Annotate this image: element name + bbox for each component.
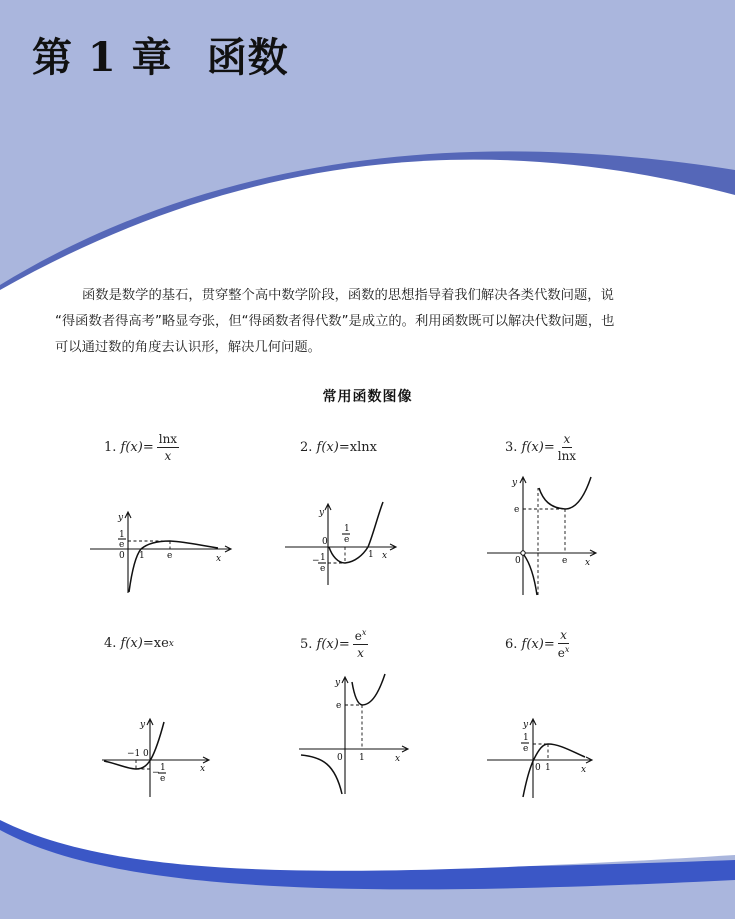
function-label-3: 3. f(x)= $\frac{x}{\ln x}$ xyxy=(505,432,577,463)
fraction: $\frac{x}{e^x}$ xyxy=(557,628,570,660)
open-point xyxy=(521,551,525,555)
minus-sign: − xyxy=(152,768,160,778)
y-label: y xyxy=(118,513,124,523)
frac-den: e xyxy=(523,744,529,754)
y-label: y xyxy=(140,720,146,730)
origin-label: 0 xyxy=(337,753,343,763)
x-label: x xyxy=(216,554,222,564)
tick-1: 1 xyxy=(139,551,145,561)
origin-label: 0 xyxy=(535,763,541,773)
function-label-5: 5. f(x)= $\frac{e^x}{x}$ xyxy=(300,628,367,660)
origin-label: 0 xyxy=(119,551,125,561)
intro-line-3: 可以通过数的角度去认识形，解决几何问题。 xyxy=(55,340,321,355)
curve-4 xyxy=(104,722,164,769)
neg-frac-den: e xyxy=(320,564,326,574)
x-label: x xyxy=(200,764,206,774)
chapter-number: 第 1 章 xyxy=(32,34,173,81)
graph-1 xyxy=(88,505,238,604)
min-line xyxy=(523,509,565,553)
x-label: x xyxy=(585,558,591,568)
neg-frac-num: 1 xyxy=(320,553,326,563)
x-label: x xyxy=(382,551,388,561)
tick-1: 1 xyxy=(545,763,551,773)
tick-neg-1: −1 xyxy=(127,749,141,759)
function-label-2: 2. f(x)= xlnx xyxy=(300,440,377,455)
y-label: y xyxy=(512,478,518,488)
graph-1-svg xyxy=(88,505,238,600)
frac-den: e xyxy=(119,540,125,550)
section-title: 常用函数图像 xyxy=(322,389,413,405)
frac-num: 1 xyxy=(160,763,166,773)
graph-2-svg xyxy=(283,490,403,590)
function-label-6: 6. f(x)= $\frac{x}{e^x}$ xyxy=(505,628,570,660)
graph-6 xyxy=(485,712,605,806)
chapter-title xyxy=(32,26,289,83)
y-tick-e: e xyxy=(336,701,342,711)
graph-4-svg xyxy=(100,712,220,802)
x-label: x xyxy=(581,765,587,775)
frac-den: e xyxy=(160,774,166,784)
intro-line-2: “得函数者得高考”略显夸张，但“得函数者得代数”是成立的。利用函数既可以解决代数问题，也 xyxy=(55,314,615,329)
fraction: $\frac{e^x}{x}$ xyxy=(354,628,367,660)
origin-label: 0 xyxy=(515,556,521,566)
function-label-4: 4. f(x)= xe x xyxy=(104,636,174,651)
tick-e: e xyxy=(562,556,568,566)
frac-num: 1 xyxy=(523,733,529,743)
graph-2 xyxy=(283,490,403,594)
tick-1: 1 xyxy=(359,753,365,763)
curve-2 xyxy=(329,502,383,563)
frac-num: 1 xyxy=(344,524,350,534)
origin-label: 0 xyxy=(322,537,328,547)
y-label: y xyxy=(319,508,325,518)
y-label: y xyxy=(335,678,341,688)
fraction: $\frac{x}{\ln x}$ xyxy=(557,432,577,463)
frac-num: 1 xyxy=(119,530,125,540)
graph-4 xyxy=(100,712,220,806)
graph-3-svg xyxy=(485,470,605,600)
min-line xyxy=(345,705,362,749)
graph-5-svg xyxy=(297,672,417,797)
x-label: x xyxy=(395,754,401,764)
minus-sign: − xyxy=(312,556,320,566)
origin-label: 0 xyxy=(143,749,149,759)
chapter-name: 函数 xyxy=(206,34,289,81)
tick-1: 1 xyxy=(368,550,374,560)
y-tick-e: e xyxy=(514,505,520,515)
graph-3 xyxy=(485,470,605,604)
curve-3-left xyxy=(524,555,537,595)
intro-paragraph xyxy=(55,283,690,361)
curve-3-right xyxy=(539,477,591,509)
curve-6 xyxy=(523,744,585,797)
graph-5 xyxy=(297,672,417,801)
frac-den: e xyxy=(344,535,350,545)
intro-line-1: 函数是数学的基石，贯穿整个高中数学阶段，函数的思想指导着我们解决各类代数问题，说 xyxy=(82,288,614,303)
curve-5-right xyxy=(352,674,385,705)
curve-5-left xyxy=(301,755,342,794)
y-label: y xyxy=(523,720,529,730)
function-label-1: 1. f(x)= $\frac{\ln x}{x}$ xyxy=(104,432,178,463)
tick-e: e xyxy=(167,551,173,561)
graph-6-svg xyxy=(485,712,605,802)
fraction: $\frac{\ln x}{x}$ xyxy=(158,432,178,463)
